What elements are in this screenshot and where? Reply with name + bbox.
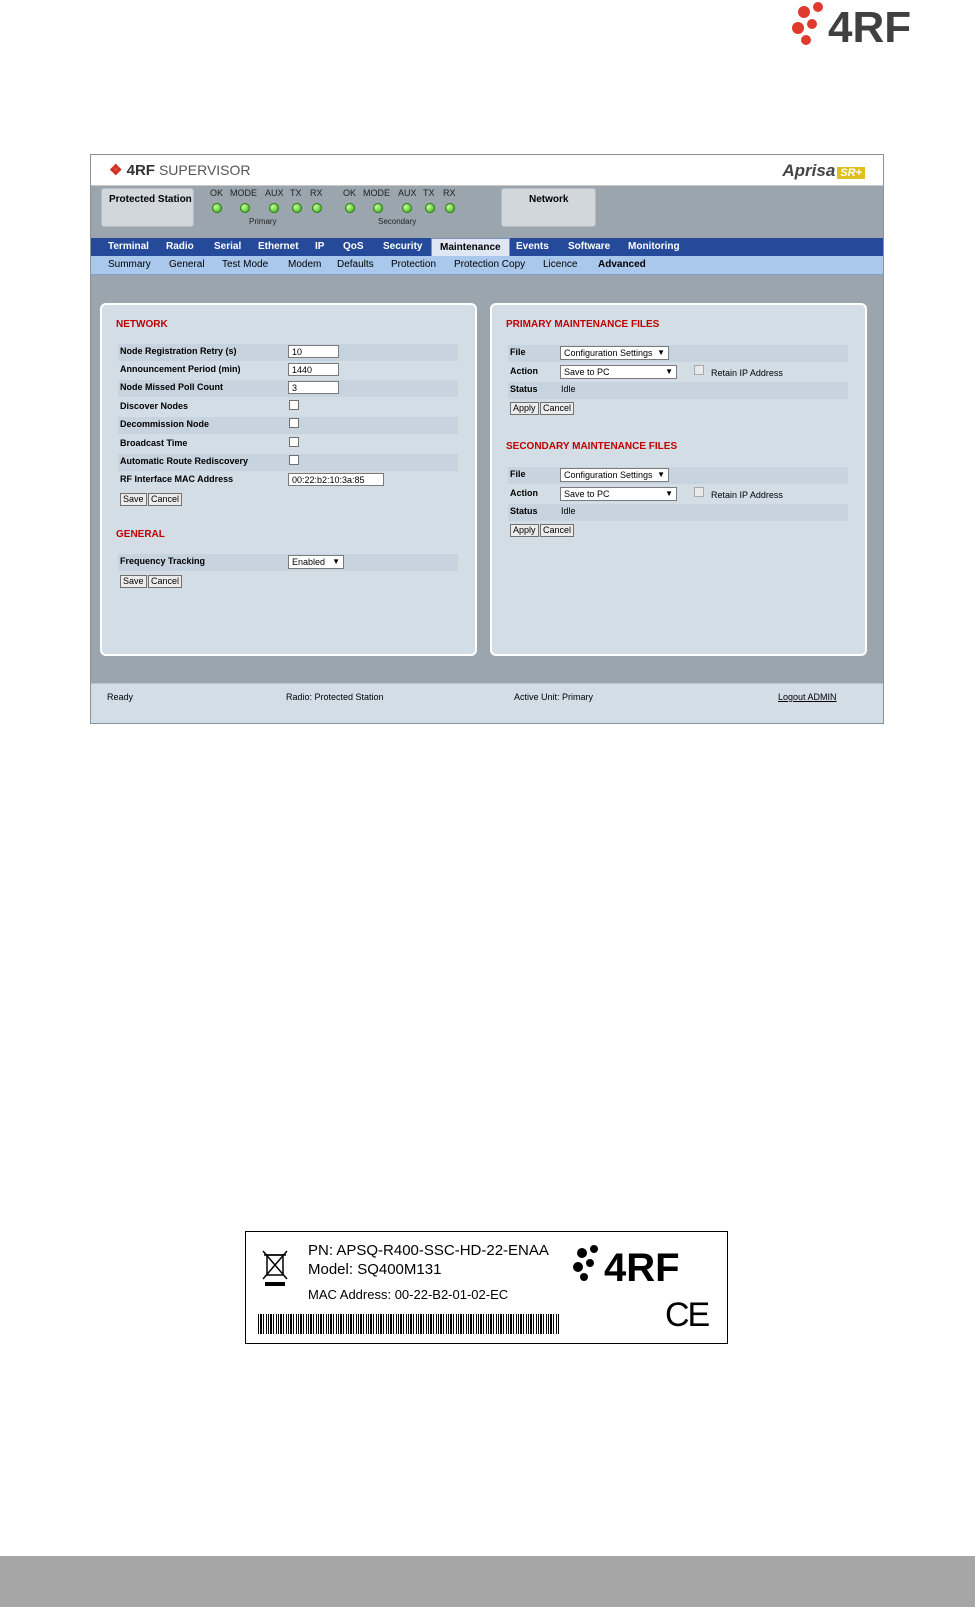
primary-status-value: Idle — [561, 384, 576, 394]
tab-licence[interactable]: Licence — [543, 259, 578, 270]
brand-logo-icon — [790, 0, 965, 50]
led-rx-icon — [312, 203, 322, 213]
status-footer — [91, 683, 883, 724]
secondary-retain-ip-checkbox[interactable] — [694, 487, 704, 497]
network-row-mac: RF Interface MAC Address 00:22:b2:10:3a:85 — [118, 472, 458, 489]
primary-files-title: PRIMARY MAINTENANCE FILES — [506, 319, 660, 330]
chevron-down-icon: ▼ — [665, 367, 673, 376]
secondary-retain-ip-label: Retain IP Address — [711, 490, 783, 500]
led-rx-icon-2 — [445, 203, 455, 213]
main-menu — [91, 238, 883, 256]
product-label — [245, 1231, 728, 1344]
discover-nodes-checkbox[interactable] — [289, 400, 299, 410]
app-header — [91, 155, 883, 186]
label-pn: PN: APSQ-R400-SSC-HD-22-ENAA — [308, 1242, 549, 1259]
primary-apply-button[interactable]: Apply — [510, 402, 539, 415]
primary-cancel-button[interactable]: Cancel — [540, 402, 574, 415]
sub-menu — [91, 256, 883, 275]
led-ok-icon — [212, 203, 222, 213]
secondary-row-action: Action Save to PC ▼ Retain IP Address — [510, 488, 783, 500]
secondary-row-file: File Configuration Settings ▼ — [508, 467, 848, 484]
network-general-panel — [100, 303, 477, 656]
tab-defaults[interactable]: Defaults — [337, 259, 374, 270]
label-4rf-text: 4RF — [604, 1246, 680, 1287]
menu-events[interactable]: Events — [516, 241, 549, 252]
primary-row-file: File Configuration Settings ▼ — [508, 345, 848, 362]
station-label: Protected Station — [109, 194, 192, 205]
tab-general[interactable]: General — [169, 259, 205, 270]
brand-logo-text: 4RF — [828, 3, 912, 50]
secondary-cancel-button[interactable]: Cancel — [540, 524, 574, 537]
tab-test-mode[interactable]: Test Mode — [222, 259, 269, 270]
led-label-rx: RX — [310, 188, 323, 198]
general-title: GENERAL — [116, 529, 165, 540]
led-mode-icon — [240, 203, 250, 213]
tab-protection-copy[interactable]: Protection Copy — [454, 259, 526, 270]
primary-caption: Primary — [249, 217, 277, 226]
led-tx-icon — [292, 203, 302, 213]
broadcast-time-checkbox[interactable] — [289, 437, 299, 447]
barcode — [258, 1314, 560, 1334]
menu-terminal[interactable]: Terminal — [108, 241, 149, 252]
supervisor-window — [90, 154, 884, 724]
chevron-down-icon: ▼ — [657, 348, 665, 357]
network-row-announcement: Announcement Period (min) 1440 — [118, 362, 458, 379]
network-row-route: Automatic Route Rediscovery — [118, 454, 458, 471]
secondary-action-select[interactable]: Save to PC ▼ — [560, 487, 677, 501]
menu-security[interactable]: Security — [383, 241, 423, 252]
network-row-missed-poll: Node Missed Poll Count 3 — [118, 380, 458, 397]
ce-mark-icon: CE — [665, 1296, 709, 1334]
missed-poll-count-input[interactable]: 3 — [288, 381, 339, 394]
tab-advanced[interactable]: Advanced — [598, 259, 646, 270]
general-cancel-button[interactable]: Cancel — [148, 575, 182, 588]
primary-row-action: Action Save to PC ▼ Retain IP Address — [510, 366, 783, 378]
led-label-rx-2: RX — [443, 188, 456, 198]
led-aux-icon-2 — [402, 203, 412, 213]
footer-ready: Ready — [107, 692, 134, 702]
secondary-file-select[interactable]: Configuration Settings ▼ — [560, 468, 669, 482]
led-label-aux: AUX — [265, 188, 284, 198]
led-label-tx: TX — [290, 188, 302, 198]
primary-retain-ip-label: Retain IP Address — [711, 368, 783, 378]
led-mode-icon-2 — [373, 203, 383, 213]
menu-monitoring[interactable]: Monitoring — [628, 241, 680, 252]
station-box[interactable] — [101, 188, 194, 227]
network-label: Network — [529, 194, 569, 205]
primary-action-select[interactable]: Save to PC ▼ — [560, 365, 677, 379]
general-save-button[interactable]: Save — [120, 575, 147, 588]
chevron-down-icon: ▼ — [657, 470, 665, 479]
led-label-mode: MODE — [230, 188, 257, 198]
network-title: NETWORK — [116, 319, 168, 330]
network-save-button[interactable]: Save — [120, 493, 147, 506]
led-label-aux-2: AUX — [398, 188, 417, 198]
primary-retain-ip-checkbox[interactable] — [694, 365, 704, 375]
secondary-row-status: Status Idle — [508, 504, 848, 521]
general-row-frequency: Frequency Tracking Enabled ▼ — [118, 554, 458, 571]
announcement-period-input[interactable]: 1440 — [288, 363, 339, 376]
menu-software[interactable]: Software — [568, 241, 611, 252]
menu-maintenance[interactable]: Maintenance — [431, 238, 510, 256]
network-box[interactable] — [501, 188, 596, 227]
tab-protection[interactable]: Protection — [391, 259, 437, 270]
led-label-tx-2: TX — [423, 188, 435, 198]
logout-link[interactable]: Logout ADMIN — [778, 692, 837, 702]
chevron-down-icon: ▼ — [665, 489, 673, 498]
label-model: Model: SQ400M131 — [308, 1261, 442, 1278]
route-rediscovery-checkbox[interactable] — [289, 455, 299, 465]
footer-active-unit: Active Unit: Primary — [514, 692, 594, 702]
footer-radio: Radio: Protected Station — [286, 692, 384, 702]
frequency-tracking-select[interactable]: Enabled ▼ — [288, 555, 344, 569]
menu-ethernet[interactable]: Ethernet — [258, 241, 299, 252]
led-label-ok-2: OK — [343, 188, 357, 198]
network-row-decommission: Decommission Node — [118, 417, 458, 434]
tab-summary[interactable]: Summary — [108, 259, 151, 270]
label-mac: MAC Address: 00-22-B2-01-02-EC — [308, 1287, 509, 1302]
menu-serial[interactable]: Serial — [214, 241, 242, 252]
maintenance-files-panel — [490, 303, 867, 656]
secondary-apply-button[interactable]: Apply — [510, 524, 539, 537]
menu-radio[interactable]: Radio — [166, 241, 194, 252]
label-4rf-logo — [572, 1241, 720, 1287]
decommission-node-checkbox[interactable] — [289, 418, 299, 428]
led-aux-icon — [269, 203, 279, 213]
chevron-down-icon: ▼ — [332, 557, 340, 566]
page-footer-band — [0, 1556, 975, 1607]
network-row-retry: Node Registration Retry (s) 10 — [118, 344, 458, 361]
rf-mac-address-input[interactable]: 00:22:b2:10:3a:85 — [288, 473, 384, 486]
network-row-discover: Discover Nodes — [118, 399, 458, 416]
product-logo: Aprisa SR+ — [782, 161, 865, 181]
led-label-ok: OK — [210, 188, 224, 198]
primary-row-status: Status Idle — [508, 382, 848, 399]
menu-ip[interactable]: IP — [315, 241, 325, 252]
led-tx-icon-2 — [425, 203, 435, 213]
tab-modem[interactable]: Modem — [288, 259, 322, 270]
secondary-files-title: SECONDARY MAINTENANCE FILES — [506, 441, 678, 452]
secondary-status-value: Idle — [561, 506, 576, 516]
weee-bin-icon — [260, 1248, 290, 1288]
supervisor-dots-icon: ❖ — [109, 162, 123, 179]
led-label-mode-2: MODE — [363, 188, 390, 198]
status-area — [91, 186, 883, 238]
network-cancel-button[interactable]: Cancel — [148, 493, 182, 506]
brand-logo — [790, 0, 965, 50]
primary-file-select[interactable]: Configuration Settings ▼ — [560, 346, 669, 360]
registration-retry-input[interactable]: 10 — [288, 345, 339, 358]
supervisor-logo: ❖ 4RF SUPERVISOR — [109, 162, 251, 179]
network-row-broadcast: Broadcast Time — [118, 436, 458, 453]
led-ok-icon-2 — [345, 203, 355, 213]
secondary-caption: Secondary — [378, 217, 417, 226]
menu-qos[interactable]: QoS — [343, 241, 364, 252]
